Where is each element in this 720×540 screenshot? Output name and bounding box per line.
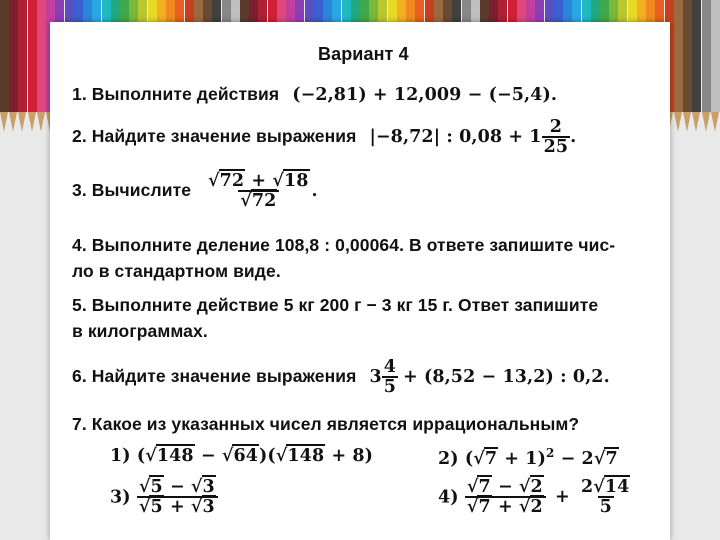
radical-fraction: $\frac{√5 - √3}{√5 + √3}$ [137, 478, 218, 517]
task-3 [72, 172, 318, 211]
option-label: 4) [438, 487, 459, 508]
option-mid: + 1) [498, 448, 546, 469]
pencil-tip [683, 112, 691, 132]
option-label: 2) [438, 448, 459, 469]
pencil [674, 0, 683, 112]
task-number: 5. [72, 295, 87, 315]
task-text: Выполните действия [91, 84, 280, 104]
worksheet [50, 22, 670, 540]
task-2 [72, 118, 576, 157]
pencil-tip [37, 112, 45, 132]
sqrt-148: 148 [156, 446, 194, 466]
pencil-tip [0, 112, 8, 132]
task-text: Найдите значение выражения [91, 126, 357, 146]
mixed-number-whole: 3 [369, 367, 382, 387]
task-number: 1. [72, 84, 87, 104]
pencil-tip [702, 112, 710, 132]
plus-sign: + [555, 487, 570, 508]
option-2: 2) $(√7 + 1)^2 - 2√7$ [438, 446, 618, 469]
task-expression: |−8,72| : 0,08 + 1 [369, 127, 542, 147]
option-4 [438, 478, 632, 517]
task-number: 3. [72, 180, 87, 200]
option-label: 3) [110, 487, 131, 508]
task-6 [72, 358, 610, 397]
task-text-line2: ло в стандартном виде. [72, 261, 281, 281]
task-expression: + (8,52 − 13,2) : 0,2. [402, 367, 610, 387]
pencil [18, 0, 27, 112]
sqrt-18: 18 [283, 171, 309, 191]
sqrt-7: 7 [478, 497, 491, 518]
sqrt-7: 7 [484, 448, 498, 469]
radical-fraction: $\frac{√7 - √2}{√7 + √2}$ [465, 478, 546, 517]
pencil-tip [711, 112, 719, 132]
sqrt-72-den: 72 [251, 191, 277, 212]
sqrt-148: 148 [287, 446, 325, 466]
pencil-tip [28, 112, 36, 132]
period: . [311, 181, 318, 201]
option-minus: − 2 [554, 448, 594, 469]
sqrt-2: 2 [530, 497, 543, 518]
coefficient: 2 [580, 477, 594, 497]
task-expression: (−2,81) + 12,009 − (−5,4). [292, 85, 558, 105]
radical-fraction: $\frac{√72 + √18}{√72}$ [208, 171, 309, 212]
task-number: 4. [72, 235, 87, 255]
fraction-numerator: 4 [383, 357, 397, 377]
pencil [28, 0, 37, 112]
sqrt-5: 5 [150, 477, 163, 497]
plus-sign: + [245, 171, 273, 191]
sqrt-72: 72 [219, 171, 245, 191]
task-text-line2: в килограммах. [72, 321, 208, 341]
sqrt-14: 14 [604, 477, 630, 497]
sqrt-7: 7 [478, 477, 491, 497]
option-label: 1) [110, 446, 131, 466]
fraction [542, 118, 571, 157]
pencil [692, 0, 701, 112]
task-number: 6. [72, 366, 87, 386]
worksheet-title: Вариант 4 [318, 44, 409, 64]
task-1 [72, 84, 557, 105]
option-tail: + 8) [325, 446, 374, 466]
pencil [9, 0, 18, 112]
pencil-tip [674, 112, 682, 132]
task-text: Какое из указанных чисел является иррациональным? [91, 414, 580, 434]
sqrt-3: 3 [202, 497, 215, 518]
pencil-tip [9, 112, 17, 132]
task-number: 7. [72, 414, 87, 434]
fraction [382, 358, 398, 397]
sqrt-7: 7 [605, 448, 618, 469]
task-text-line1: Выполните действие 5 кг 200 г − 3 кг 15 г. Ответ запишите [91, 295, 599, 315]
sqrt-64: 64 [233, 446, 259, 466]
pencil [711, 0, 720, 112]
sqrt-3: 3 [202, 477, 215, 497]
task-7 [72, 414, 579, 435]
task-text: Вычислите [91, 180, 192, 200]
option-3 [110, 478, 218, 517]
task-number: 2. [72, 126, 87, 146]
pencil [702, 0, 711, 112]
fraction-denominator: 5 [383, 377, 397, 398]
pencil [683, 0, 692, 112]
fraction-denominator: 25 [543, 137, 569, 158]
task-text: Найдите значение выражения [91, 366, 357, 386]
pencil-tip [18, 112, 26, 132]
task-text-line1: Выполните деление 108,8 : 0,00064. В ответе запишите чис- [91, 235, 616, 255]
sqrt-5: 5 [150, 497, 163, 518]
period: . [570, 127, 577, 147]
pencil-tip [692, 112, 700, 132]
fraction: $\frac{2√14}{5}$ [580, 477, 630, 518]
task-4 [72, 232, 615, 284]
task-5 [72, 292, 598, 344]
fraction-numerator: 2 [549, 117, 562, 137]
exponent: 2 [545, 446, 555, 460]
pencil [37, 0, 46, 112]
option-1: 1) (√148 − √64)(√148 + 8) [110, 446, 374, 466]
fraction-denominator: 5 [599, 497, 612, 518]
sqrt-2: 2 [530, 477, 543, 497]
pencil [0, 0, 9, 112]
